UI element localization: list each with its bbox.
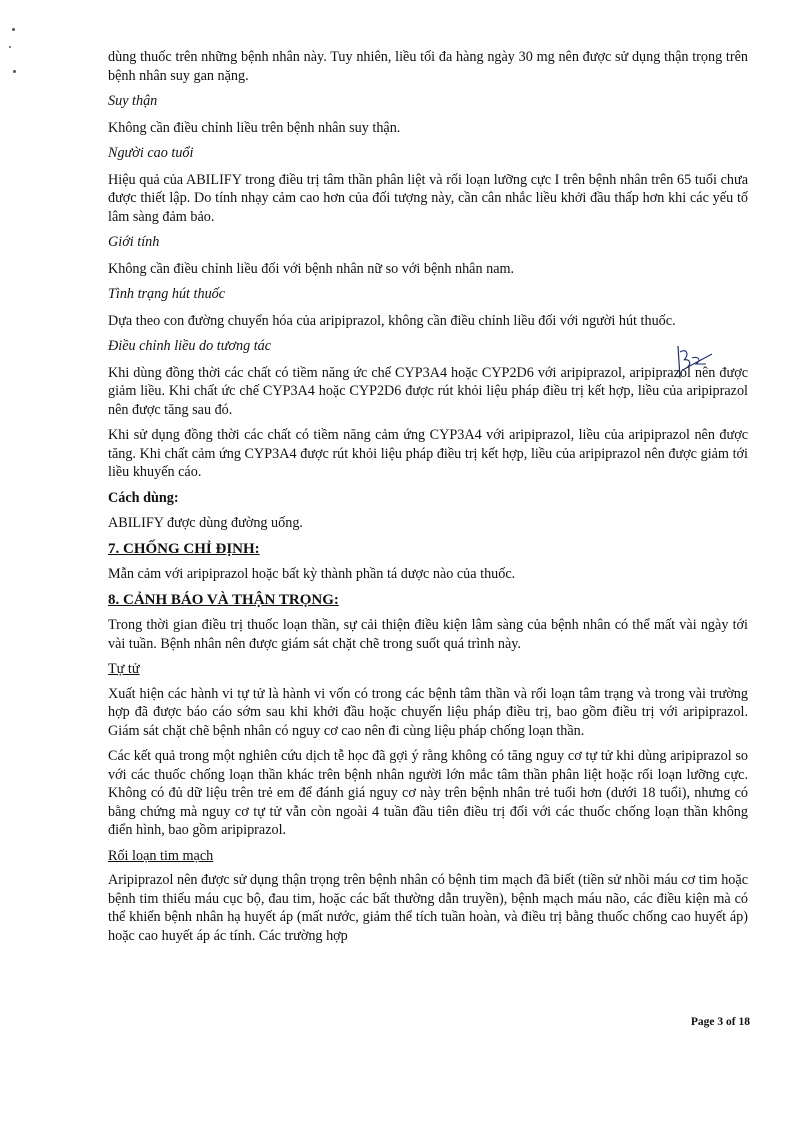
paragraph-interaction-inhibitors: Khi dùng đồng thời các chất có tiềm năng ức chế CYP3A4 hoặc CYP2D6 với aripiprazol, aripiprazol nên được giảm liều. Khi chất ức chế CYP3A4 hoặc CYP2D6 được rút khỏi liệu pháp điều trị kết hợp, liều của aripiprazol nên được tăng sau đó.: [108, 364, 748, 418]
page-number: Page 3 of 18: [690, 1016, 750, 1028]
paragraph-hepatic-dose: dùng thuốc trên những bệnh nhân này. Tuy nhiên, liều tối đa hàng ngày 30 mg nên được sử dụng thận trọng trên bệnh nhân suy gan nặng.: [108, 49, 748, 84]
heading-warnings: 8. CẢNH BÁO VÀ THẬN TRỌNG:: [108, 591, 339, 608]
paragraph-suicide-1: Xuất hiện các hành vi tự tử là hành vi vốn có trong các bệnh tâm thần và rối loạn tâm trạng và trong vài trường hợp đã được báo cáo sớm sau khi khởi đầu hoặc chuyển liệu pháp điều trị, bao gồm điều trị với aripiprazol. Giám sát chặt chẽ bệnh nhân có nguy cơ cao nên đi cùng liệu pháp chống loạn thần.: [108, 685, 748, 739]
paragraph-warnings-intro: Trong thời gian điều trị thuốc loạn thần, sự cải thiện điều kiện lâm sàng của bệnh nhân có thể mất vài ngày tới vài tuần. Bệnh nhân nên được giám sát chặt chẽ trong suốt quá trình này.: [108, 617, 748, 652]
paragraph-interaction-inducers: Khi sử dụng đồng thời các chất có tiềm năng cảm ứng CYP3A4 với aripiprazol, liều của aripiprazol nên được tăng. Khi chất cảm ứng CYP3A4 được rút khỏi liệu pháp điều trị kết hợp, liều của aripiprazol nên được giảm tới liều khuyến cáo.: [108, 427, 748, 480]
heading-smoking: Tình trạng hút thuốc: [108, 286, 226, 302]
paragraph-smoking: Dựa theo con đường chuyển hóa của aripiprazol, không cần điều chỉnh liều đối với người hút thuốc.: [108, 312, 676, 329]
scan-dot: [13, 70, 16, 73]
heading-cardiovascular: Rối loạn tim mạch: [108, 847, 214, 864]
paragraph-contraindications: Mẫn cảm với aripiprazol hoặc bất kỳ thành phần tá dược nào của thuốc.: [108, 566, 516, 582]
heading-suicide: Tự tử: [108, 661, 140, 677]
scan-dot: [12, 28, 15, 31]
document-page: [108, 48, 748, 952]
heading-administration: Cách dùng:: [108, 489, 179, 506]
scan-dot: [9, 46, 11, 48]
heading-renal-impairment: Suy thận: [108, 93, 158, 109]
heading-elderly: Người cao tuổi: [108, 145, 194, 161]
heading-gender: Giới tính: [108, 234, 160, 250]
paragraph-suicide-2: Các kết quả trong một nghiên cứu dịch tễ học đã gợi ý rằng không có tăng nguy cơ tự tử khi dùng aripiprazol so với các thuốc chống loạn thần khác trên bệnh nhân người lớn mắc tâm thần phân liệt hoặc rối loạn lưỡng cực. Không có đủ dữ liệu trên trẻ em để đánh giá nguy cơ này trên bệnh nhân trẻ tuổi hơn (dưới 18 tuổi), nhưng có bằng chứng mà nguy cơ tự tử vẫn còn ngoài 4 tuần đầu tiên điều trị đối với các thuốc chống loạn thần không điển hình, bao gồm aripiprazol.: [108, 748, 748, 838]
heading-interaction-dose: Điều chỉnh liều do tương tác: [108, 338, 272, 354]
paragraph-cardiovascular: Aripiprazol nên được sử dụng thận trọng trên bệnh nhân có bệnh tim mạch đã biết (tiền sử nhồi máu cơ tim hoặc bệnh tim thiếu máu cục bộ, đau tim, hoặc các bất thường dẫn truyền), bệnh mạch máu não, các điều kiện mà có thể khiến bệnh nhân hạ huyết áp (mất nước, giảm thể tích tuần hoàn, và điều trị bằng thuốc chống cao huyết áp) hoặc cao huyết áp ác tính. Các trường hợp: [108, 872, 748, 944]
paragraph-administration: ABILIFY được dùng đường uống.: [108, 515, 303, 531]
paragraph-renal-impairment: Không cần điều chỉnh liều trên bệnh nhân suy thận.: [108, 119, 401, 136]
heading-contraindications: 7. CHỐNG CHỈ ĐỊNH:: [108, 540, 260, 557]
paragraph-elderly: Hiệu quả của ABILIFY trong điều trị tâm thần phân liệt và rối loạn lưỡng cực I trên bệnh nhân trên 65 tuổi chưa được thiết lập. Do tính nhạy cảm cao hơn của đối tượng này, cần cân nhắc liều khởi đầu thấp hơn khi các yếu tố lâm sàng đảm bảo.: [108, 171, 748, 225]
paragraph-gender: Không cần điều chỉnh liều đối với bệnh nhân nữ so với bệnh nhân nam.: [108, 260, 515, 277]
